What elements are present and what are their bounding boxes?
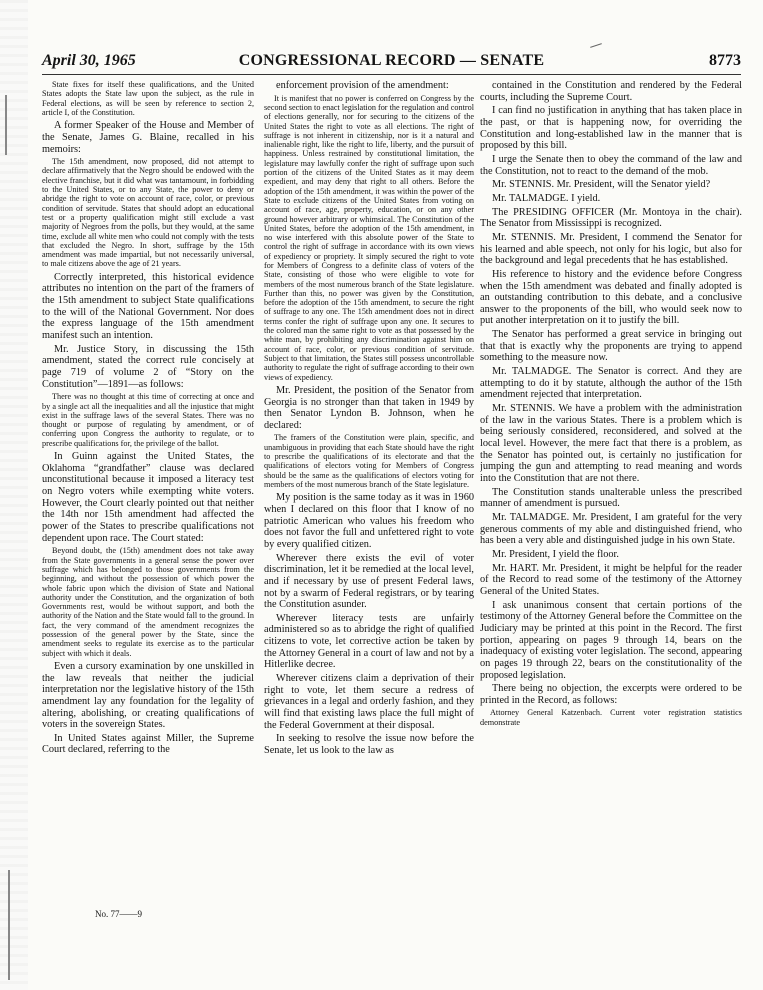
body-paragraph: Mr. STENNIS. We have a problem with the administration of the law in the various States. There is a problem which is being seriously considered, reconsidered, and solved at the local level. However, the mere fact that there is a problem, as the Senator has pointed out, is certainly no justification for jumping the gun and attempting to read meaning and words into the Constitution that are not there.: [480, 403, 742, 484]
text-column-3: [480, 80, 742, 970]
body-paragraph: Wherever literacy tests are unfairly administered so as to abridge the right of qualified citizens to vote, let corrective action be taken by the Attorney General in a court of law and not by a Hitlerlike decree.: [264, 612, 474, 671]
quote-paragraph: State fixes for itself these qualifications, and the United States adopts the State law upon the subject, as the rule in Federal elections, as will be seen by reference to section 2, article I, of the Constitution.: [42, 80, 254, 117]
quote-paragraph: It is manifest that no power is conferred on Congress by the second section to enact legislation for the regulation and control of elections generally, nor for securing to the citizens of the United States the right to vote as all elections. The right of suffrage is not inherent in citizenship, nor is it a natural and inalienable right, like the right to life, liberty, and the pursuit of happiness. Unless restrained by constitutional limitation, the legislature may lawfully confer the right of suffrage upon such portion of the citizens of the United States as it may deem expedient, and may deny that right to all others. Before the adoption of the 15th amendment, it was within the power of the State to exclude citizens of the United States from voting on account of race, age, property, education, or on any other ground however arbitrary or whimsical. The Constitution of the United States, before the adoption of the 15th amendment, in no wise interfered with this absolute power of the State to control the right of suffrage in accordance with its own views of expediency or propriety. It simply secured the right to vote for Members of Congress to a definite class of voters of the State, consisting of those who were eligible to vote for members of the most numerous branch of the State legislature. Further than this, no power was given by the Constitution, before the adoption of the 15th amendment, to secure the right of suffrage to any one. The 15th amendment does not in direct terms confer the right of suffrage upon any one. It secures to the colored man the same right to vote as that possessed by the white man, by prohibiting any discrimination against him on account of race, color, or previous condition of servitude. Subject to that limitation, the States still possess uncontrollable authority to regulate the right of suffrage according to their own views of expediency.: [264, 93, 474, 382]
quote-paragraph: The 15th amendment, now proposed, did not attempt to declare affirmatively that the Negro should be endowed with the elective franchise, but it did what was tantamount, in forbidding to the United States, or to any State, the power to deny or abridge the right to vote on account of race, color, or previous condition of servitude. States that should adopt an educational test or a property qualification might still exclude a vast majority of Negroes from the polls, but they would, at the same time, exclude all white men who could not comply with the tests that excluded the Negro. In short, suffrage by the 15th amendment was made impartial, but not necessarily universal, to male citizens above the age of 21 years.: [42, 157, 254, 269]
header-title: CONGRESSIONAL RECORD — SENATE: [238, 52, 545, 69]
body-paragraph: Mr. TALMADGE. Mr. President, I am grateful for the very generous comments of my able and distinguished friend, who has been a very able and distinguished judge in his own State.: [480, 511, 742, 547]
header-page-number: 8773: [709, 52, 741, 69]
body-paragraph: The Senator has performed a great service in bringing out that that is exactly why the proponents are trying to append something to the measure now.: [480, 329, 742, 364]
body-paragraph: His reference to history and the evidence before Congress when the 15th amendment was debated and finally adopted is an outstanding contribution to this debate, and a conclusive answer to the proponents of the bill, who would seek now to put another interpretation on it to justify the bill.: [480, 268, 742, 327]
body-paragraph: I ask unanimous consent that certain portions of the testimony of the Attorney General before the Committee on the Judiciary may be printed at this point in the Record. The first portion, appearing on pages 9 through 14, bears on the inadequacy of existing voter legislation. The second, appearing on pages 19 through 22, bears on the constitutionality of the proposed legislation.: [480, 599, 742, 681]
margin-mark: [8, 870, 10, 980]
body-paragraph: A former Speaker of the House and Member of the Senate, James G. Blaine, recalled in his memoirs:: [42, 120, 254, 155]
quote-paragraph: There was no thought at this time of correcting at once and by a single act all the inequalities and all the injustice that might exist in the suffrage laws of the several States. There was no thought or purpose of regulating by amendment, or of conferring upon Congress the authority to regulate, or to prescribe qualifications for, the privilege of the ballot.: [42, 392, 254, 448]
body-paragraph: In Guinn against the United States, the Oklahoma “grandfather” clause was declared unconstitutional because it imposed a literacy test on Negro voters while exempting white voters. However, the Court clearly pointed out that neither the 14th nor 15th amendment had affected the power of the States to prescribe qualifications not dependent upon race. The Court stated:: [42, 451, 254, 544]
body-paragraph: The Constitution stands unalterable unless the prescribed manner of amendment is pursued.: [480, 486, 742, 510]
stray-mark: [590, 43, 602, 48]
body-paragraph: My position is the same today as it was in 1960 when I declared on this floor that I know of no patriotic American who values his freedom who does not favor the full and unfettered right to vote by every qualified citizen.: [264, 492, 474, 550]
body-paragraph: Correctly interpreted, this historical evidence attributes no intention on the part of the framers of the 15th amendment to subject State qualifications to the will of the National Government. Nor does the express language of the 15th amendment manifest such an intention.: [42, 271, 254, 341]
quote-paragraph: Attorney General Katzenbach. Current voter registration statistics demonstrate: [480, 708, 742, 727]
page-header: [42, 52, 741, 76]
body-paragraph: There being no objection, the excerpts were ordered to be printed in the Record, as follows:: [480, 683, 742, 706]
body-paragraph: contained in the Constitution and rendered by the Federal courts, including the Supreme Court.: [480, 80, 742, 103]
quote-paragraph: Beyond doubt, the (15th) amendment does not take away from the State governments in a general sense the power over suffrage which has belonged to those governments from the beginning, and without the possession of which power the whole fabric upon which the division of State and National authority under the Constitution, and the organization of both Governments rest, would be without support, and both the authority of the Nation and the State would fall to the ground. In fact, the very command of the amendment recognizes the possession of the general power by the State, since the amendment seeks to regulate its exercise as to the particular subject with which it deals.: [42, 546, 254, 658]
body-paragraph: I can find no justification in anything that has taken place in the past, or that is happening now, for overriding the Constitution and long-established law in the manner that is proposed by this bill.: [480, 105, 742, 152]
header-rule: [42, 74, 741, 75]
body-paragraph: Even a cursory examination by one unskilled in the law reveals that neither the judicial interpretation nor the legislative history of the 15th amendment lay any foundation for the legality of altering, abolishing, or creating qualifications of voters in the sovereign States.: [42, 660, 254, 731]
body-paragraph: Wherever citizens claim a deprivation of their right to vote, let them secure a redress of grievances in a legal and orderly fashion, and they will find that existing laws place the full might of the Federal Government at their disposal.: [264, 673, 474, 731]
body-paragraph: Mr. TALMADGE. The Senator is correct. And they are attempting to do it by statute, although the author of the 15th amendment rejected that interpretation.: [480, 366, 742, 401]
body-paragraph: In United States against Miller, the Supreme Court declared, referring to the: [42, 732, 254, 756]
text-column-2: [264, 80, 474, 970]
body-paragraph: Mr. STENNIS. Mr. President, will the Senator yield?: [492, 179, 711, 191]
quote-paragraph: The framers of the Constitution were plain, specific, and unambiguous in providing that each State should have the right to prescribe the qualifications of its electorate and that the qualifications of electors voting for Members of Congress should be the same as the qualifications of electors voting for members of the most numerous branch of the State legislature.: [264, 433, 474, 489]
body-paragraph: Mr. TALMADGE. I yield.: [492, 192, 601, 204]
body-paragraph: Mr. STENNIS. Mr. President, I commend the Senator for his learned and able speech, not only for his logic, but also for the background and legal precedents that he has established.: [480, 231, 742, 267]
text-column-1: [42, 80, 254, 970]
body-paragraph: Mr. President, I yield the floor.: [492, 548, 619, 560]
body-paragraph: Mr. President, the position of the Senator from Georgia is no stronger than that taken in 1949 by then Senator Lyndon B. Johnson, when he declared:: [264, 384, 474, 431]
body-paragraph: Wherever there exists the evil of voter discrimination, let it be remedied at the local level, and if necessary by use of present Federal laws, not by a swarm of Federal registrars, or by tearing the Constitution asunder.: [264, 552, 474, 611]
header-date: April 30, 1965: [42, 52, 136, 69]
body-paragraph: enforcement provision of the amendment:: [276, 80, 449, 91]
body-paragraph: I urge the Senate then to obey the command of the law and the Constitution, not to react to the demand of the mob.: [480, 153, 742, 177]
page-footer-number: No. 77——9: [95, 909, 142, 919]
body-paragraph: Mr. Justice Story, in discussing the 15th amendment, stated the correct rule concisely at page 719 of volume 2 of “Story on the Constitution”—1891—as follows:: [42, 343, 254, 390]
margin-mark: [5, 95, 7, 155]
body-paragraph: The PRESIDING OFFICER (Mr. Montoya in the chair). The Senator from Mississippi is recognized.: [480, 206, 742, 230]
body-paragraph: In seeking to resolve the issue now before the Senate, let us look to the law as: [264, 733, 474, 757]
body-paragraph: Mr. HART. Mr. President, it might be helpful for the reader of the Record to read some of the testimony of the Attorney General of the United States.: [480, 562, 742, 597]
